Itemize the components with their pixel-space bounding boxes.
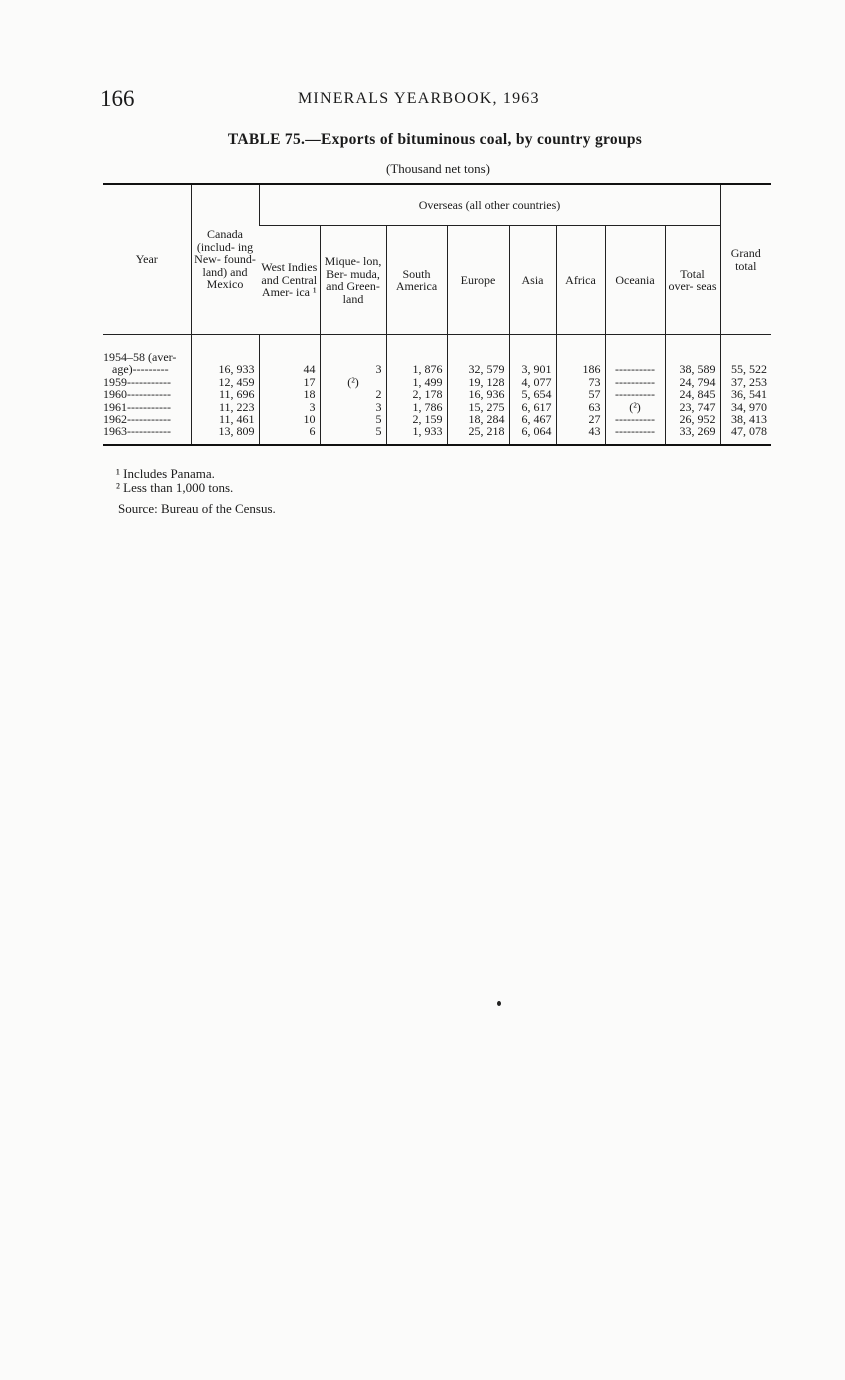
cell-asia: 6, 617 xyxy=(509,401,556,413)
cell-africa: 43 xyxy=(556,425,605,444)
source-note: Source: Bureau of the Census. xyxy=(118,501,276,516)
cell-grand-total: 36, 541 xyxy=(720,388,771,400)
cell-total-overseas: 26, 952 xyxy=(665,413,720,425)
cell-south-america: 2, 159 xyxy=(386,413,447,425)
cell-africa: 63 xyxy=(556,401,605,413)
cell-miquelon: (²) xyxy=(320,376,386,388)
cell-oceania: ---------- xyxy=(605,335,665,376)
cell-canada: 11, 223 xyxy=(191,401,259,413)
cell-year: 1962----------- xyxy=(103,412,171,427)
footnotes xyxy=(116,467,233,495)
cell-grand-total: 55, 522 xyxy=(720,335,771,376)
cell-miquelon: 2 xyxy=(320,388,386,400)
table-row xyxy=(103,388,771,400)
cell-oceania: ---------- xyxy=(605,376,665,388)
cell-europe: 19, 128 xyxy=(447,376,509,388)
table-row xyxy=(103,425,771,444)
cell-europe: 18, 284 xyxy=(447,413,509,425)
cell-west-indies: 10 xyxy=(259,413,320,425)
cell-canada: 11, 461 xyxy=(191,413,259,425)
cell-year: 1960----------- xyxy=(103,387,171,402)
ink-speck xyxy=(497,1001,501,1006)
cell-year: 1959----------- xyxy=(103,374,171,389)
page-number: 166 xyxy=(100,86,135,111)
footnote-1: ¹ Includes Panama. xyxy=(116,466,215,481)
cell-canada: 13, 809 xyxy=(191,425,259,444)
cell-south-america: 1, 499 xyxy=(386,376,447,388)
cell-africa: 73 xyxy=(556,376,605,388)
cell-oceania: ---------- xyxy=(605,388,665,400)
header-total-overseas: Total over- seas xyxy=(665,226,720,335)
cell-canada: 11, 696 xyxy=(191,388,259,400)
cell-year: 1961----------- xyxy=(103,399,171,414)
cell-europe: 25, 218 xyxy=(447,425,509,444)
header-south-america: South America xyxy=(386,226,447,335)
running-title: MINERALS YEARBOOK, 1963 xyxy=(298,90,540,107)
header-west-indies: West Indies and Central Amer- ica ¹ xyxy=(259,226,320,335)
cell-grand-total: 34, 970 xyxy=(720,401,771,413)
table-row xyxy=(103,335,771,376)
header-year: Year xyxy=(103,184,191,335)
cell-canada: 16, 933 xyxy=(191,335,259,376)
header-asia: Asia xyxy=(509,226,556,335)
exports-table xyxy=(103,183,771,446)
cell-total-overseas: 24, 845 xyxy=(665,388,720,400)
cell-europe: 16, 936 xyxy=(447,388,509,400)
cell-west-indies: 17 xyxy=(259,376,320,388)
cell-west-indies: 3 xyxy=(259,401,320,413)
header-oceania: Oceania xyxy=(605,226,665,335)
cell-miquelon: 3 xyxy=(320,335,386,376)
cell-miquelon: 5 xyxy=(320,425,386,444)
cell-asia: 6, 064 xyxy=(509,425,556,444)
cell-year: 1963----------- xyxy=(103,425,191,444)
cell-south-america: 1, 933 xyxy=(386,425,447,444)
cell-miquelon: 3 xyxy=(320,401,386,413)
cell-miquelon: 5 xyxy=(320,413,386,425)
cell-south-america: 2, 178 xyxy=(386,388,447,400)
header-overseas: Overseas (all other countries) xyxy=(259,184,720,226)
cell-oceania: ---------- xyxy=(605,413,665,425)
cell-west-indies: 18 xyxy=(259,388,320,400)
cell-asia: 6, 467 xyxy=(509,413,556,425)
cell-africa: 27 xyxy=(556,413,605,425)
cell-africa: 57 xyxy=(556,388,605,400)
cell-europe: 32, 579 xyxy=(447,335,509,376)
cell-total-overseas: 24, 794 xyxy=(665,376,720,388)
page-header xyxy=(100,86,770,116)
header-miquelon: Mique- lon, Ber- muda, and Green- land xyxy=(320,226,386,335)
footnote-2: ² Less than 1,000 tons. xyxy=(116,480,234,495)
header-europe: Europe xyxy=(447,226,509,335)
cell-grand-total: 37, 253 xyxy=(720,376,771,388)
cell-south-america: 1, 876 xyxy=(386,335,447,376)
cell-europe: 15, 275 xyxy=(447,401,509,413)
cell-total-overseas: 23, 747 xyxy=(665,401,720,413)
cell-asia: 5, 654 xyxy=(509,388,556,400)
cell-asia: 4, 077 xyxy=(509,376,556,388)
cell-total-overseas: 33, 269 xyxy=(665,425,720,444)
cell-grand-total: 47, 078 xyxy=(720,425,771,444)
cell-south-america: 1, 786 xyxy=(386,401,447,413)
header-africa: Africa xyxy=(556,226,605,335)
cell-total-overseas: 38, 589 xyxy=(665,335,720,376)
header-grand-total: Grand total xyxy=(720,184,771,335)
cell-canada: 12, 459 xyxy=(191,376,259,388)
cell-west-indies: 44 xyxy=(259,335,320,376)
cell-year: 1954–58 (aver- age)--------- xyxy=(103,350,177,377)
cell-asia: 3, 901 xyxy=(509,335,556,376)
cell-west-indies: 6 xyxy=(259,425,320,444)
table-subtitle: (Thousand net tons) xyxy=(386,161,490,176)
cell-grand-total: 38, 413 xyxy=(720,413,771,425)
header-canada: Canada (includ- ing New- found- land) and Mexico xyxy=(191,184,259,335)
cell-africa: 186 xyxy=(556,335,605,376)
cell-oceania: (²) xyxy=(605,401,665,413)
table-title: TABLE 75.—Exports of bituminous coal, by country groups xyxy=(227,131,643,148)
cell-oceania: ---------- xyxy=(605,425,665,444)
